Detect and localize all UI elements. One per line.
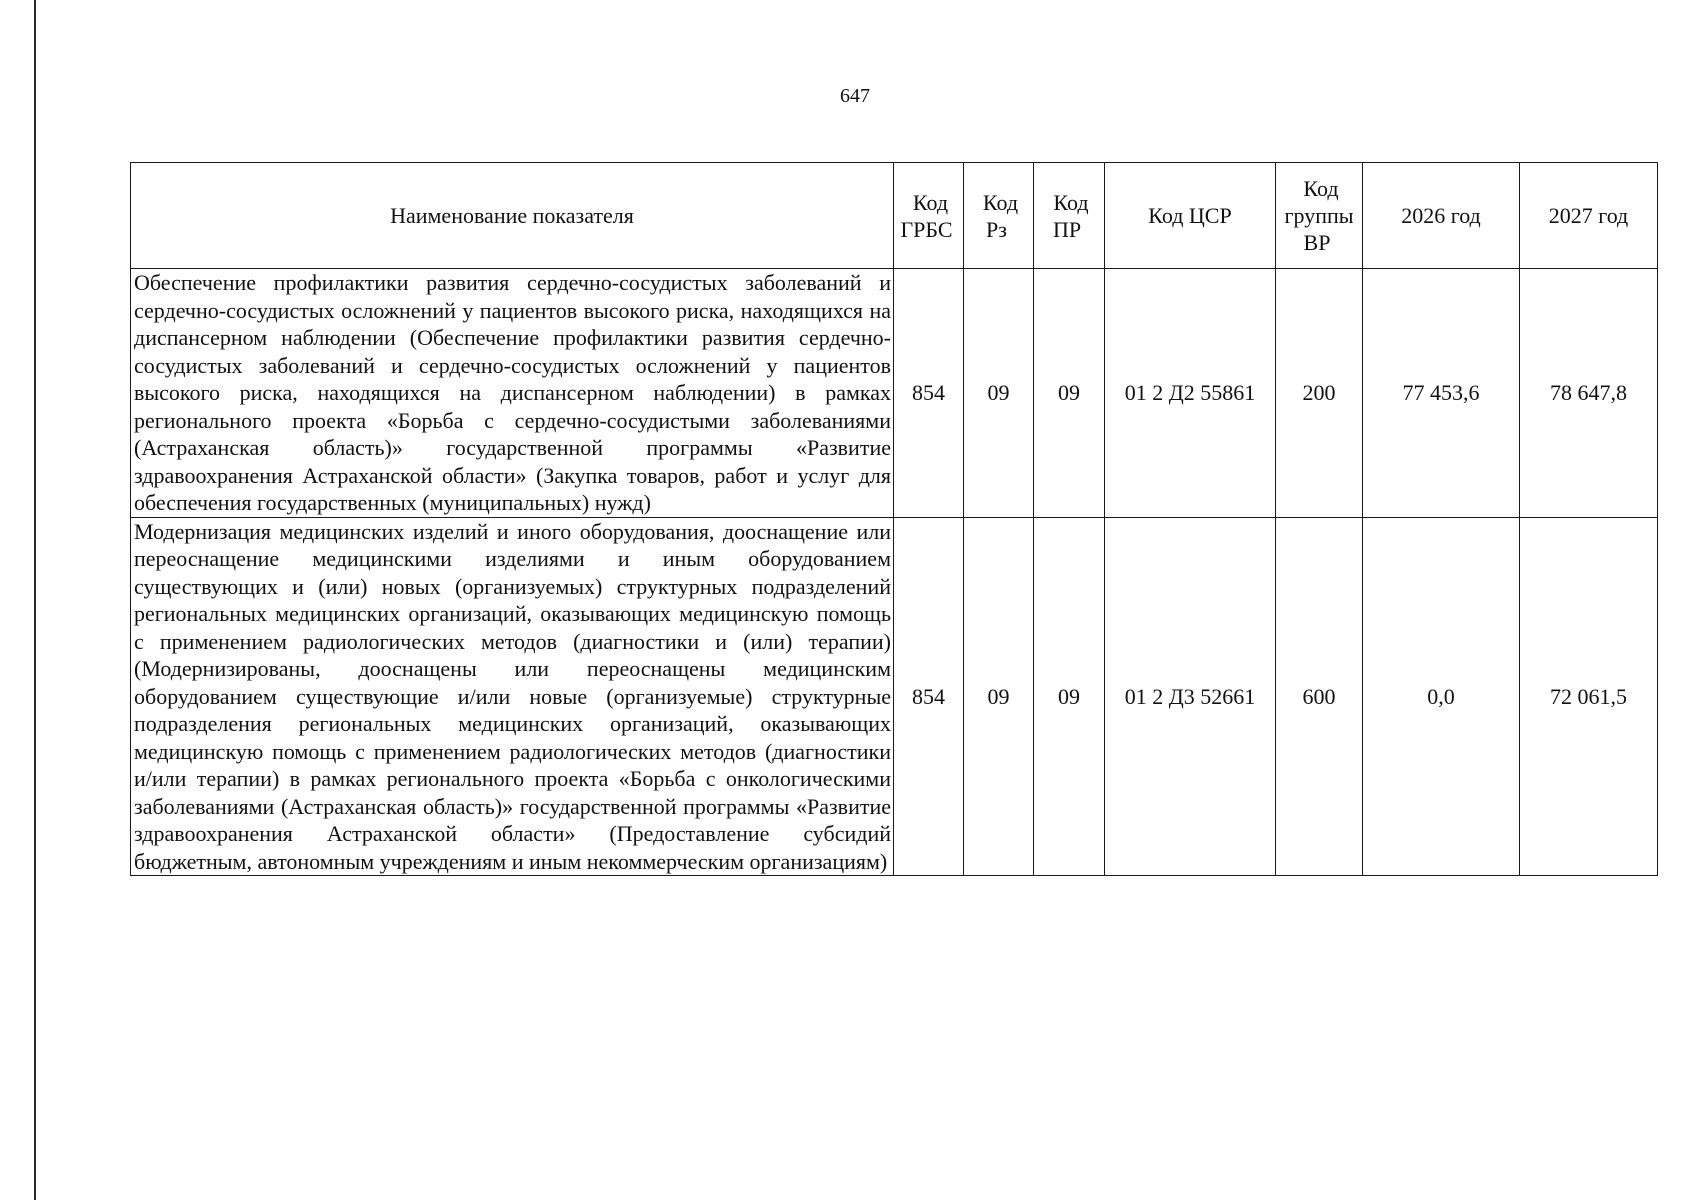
header-name: Наименование показателя (131, 163, 894, 269)
row-grbs: 854 (894, 517, 964, 876)
row-2026: 0,0 (1363, 517, 1520, 876)
row-name: Модернизация медицинских изделий и иного оборудования, дооснащение или переоснащение медицинскими изделиями и иным оборудованием существующих и (или) новых (организуемых) структурных подразделений региональных медицинских организаций, оказывающих медицинскую помощь с применением радиологических методов (диагностики и (или) терапии) (Модернизированы, дооснащены или переоснащены медицинским оборудованием существующие и/или новые (организуемые) структурные подразделения региональных медицинских организаций, оказывающих медицинскую помощь с применением радиологических методов (диагностики и/или терапии) в рамках регионального проекта «Борьба с онкологическими заболеваниями (Астраханская область)» государственной программы «Развитие здравоохранения Астраханской области» (Предоставление субсидий бюджетным, автономным учреждениям и иным некоммерческим организациям) (131, 517, 894, 876)
budget-table (130, 162, 1658, 876)
table-row (131, 269, 1658, 518)
row-2027: 72 061,5 (1520, 517, 1658, 876)
header-vr: Код группы ВР (1276, 163, 1363, 269)
row-rz: 09 (964, 269, 1034, 518)
table-header-row (131, 163, 1658, 269)
row-csr: 01 2 Д3 52661 (1105, 517, 1276, 876)
table-row (131, 517, 1658, 876)
row-grbs: 854 (894, 269, 964, 518)
row-name: Обеспечение профилактики развития сердечно-сосудистых заболеваний и сердечно-сосудистых осложнений у пациентов высокого риска, находящихся на диспансерном наблюдении (Обеспечение профилактики развития сердечно-сосудистых заболеваний и сердечно-сосудистых осложнений у пациентов высокого риска, находящихся на диспансерном наблюдении) в рамках регионального проекта «Борьба с сердечно-сосудистыми заболеваниями (Астраханская область)» государственной программы «Развитие здравоохранения Астраханской области» (Закупка товаров, работ и услуг для обеспечения государственных (муниципальных) нужд) (131, 269, 894, 518)
row-csr: 01 2 Д2 55861 (1105, 269, 1276, 518)
header-pr: Код ПР (1034, 163, 1105, 269)
row-rz: 09 (964, 517, 1034, 876)
row-2027: 78 647,8 (1520, 269, 1658, 518)
scan-margin-line (34, 0, 36, 1200)
header-2026: 2026 год (1363, 163, 1520, 269)
header-csr: Код ЦСР (1105, 163, 1276, 269)
row-vr: 200 (1276, 269, 1363, 518)
row-pr: 09 (1034, 517, 1105, 876)
row-2026: 77 453,6 (1363, 269, 1520, 518)
header-rz: Код Рз (964, 163, 1034, 269)
page-number: 647 (840, 85, 870, 107)
row-pr: 09 (1034, 269, 1105, 518)
header-grbs: Код ГРБС (894, 163, 964, 269)
header-2027: 2027 год (1520, 163, 1658, 269)
row-vr: 600 (1276, 517, 1363, 876)
